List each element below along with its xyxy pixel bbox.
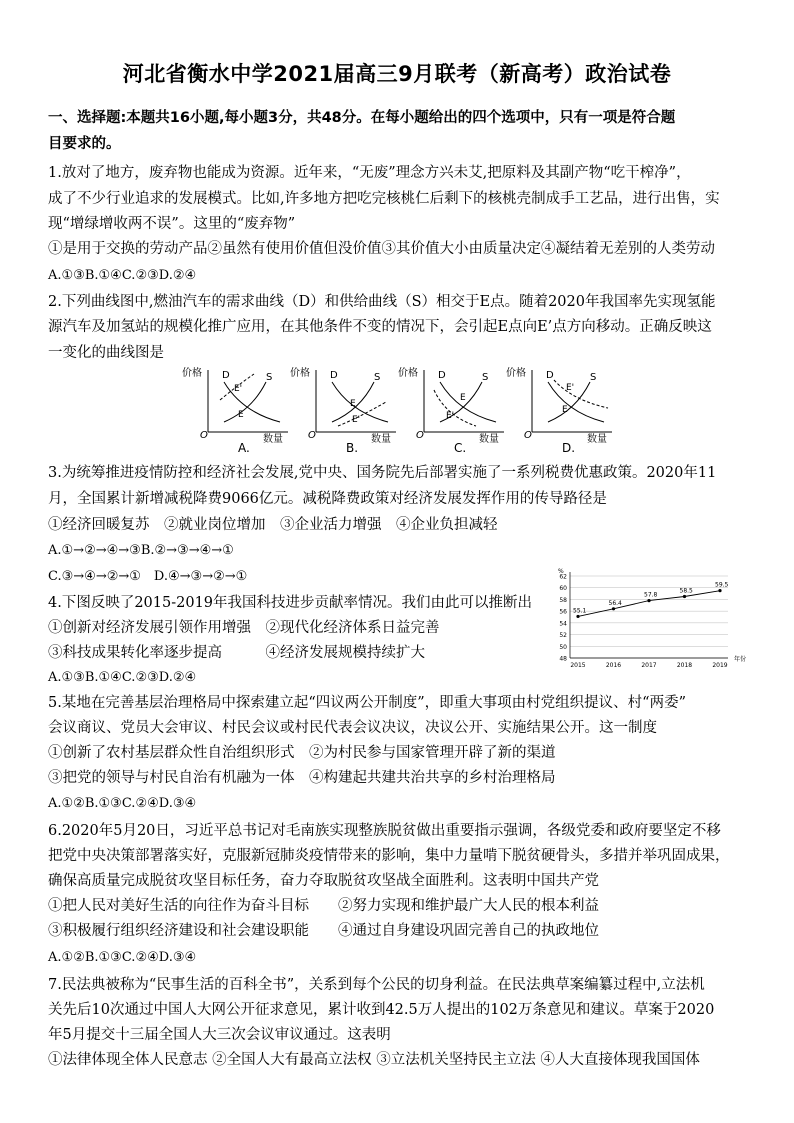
- page-title: 河北省衡水中学2021届高三9月联考（新高考）政治试卷: [122, 62, 672, 86]
- q6-line3: 确保高质量完成脱贫攻坚目标任务，奋力夺取脱贫攻坚战全面胜利。这表明中国共产党: [48, 873, 599, 889]
- graph-c: [398, 366, 504, 455]
- axis-label-qty: 数量: [479, 434, 499, 445]
- origin-label: O: [200, 430, 208, 441]
- y-tick-label: 62: [559, 573, 567, 581]
- x-tick-label: 2018: [676, 662, 693, 669]
- q4-statements-2: ③科技成果转化率逐步提高 ④经济发展规模持续扩大: [48, 645, 425, 661]
- q5-statements-1: ①创新了农村基层群众性自治组织形式 ②为村民参与国家管理开辟了新的渠道: [48, 745, 556, 761]
- data-label: 57.8: [644, 591, 658, 599]
- q6-line2: 把党中央决策部署落实好，克服新冠肺炎疫情带来的影响，集中力量啃下脱贫硬骨头，多措并举巩固成果，: [48, 848, 730, 864]
- q7-line1: 7.民法典被称为“民事生活的百科全书”，关系到每个公民的切身利益。在民法典草案编纂过程中,立法机: [48, 977, 705, 993]
- q1-statements: ①是用于交换的劳动产品②虽然有使用价值但没价值③其价值大小由质量决定④凝结着无差别的人类劳动: [48, 241, 715, 257]
- axis-label-price: 价格: [398, 368, 418, 379]
- y-tick-label: 52: [559, 632, 567, 640]
- e-prime-label: E': [446, 411, 455, 421]
- tech-contribution-chart: [548, 566, 754, 678]
- origin-label: O: [416, 430, 424, 441]
- q5-line1: 5.某地在完善基层治理格局中探索建立起“四议两公开制度”，即重大事项由村党组织提议、村“两委”: [48, 695, 686, 711]
- d-label: D: [438, 370, 446, 381]
- y-axis-unit: %: [558, 568, 564, 575]
- q4-options: A.①③B.①④C.②③D.②④: [48, 670, 197, 685]
- axis-label-qty: 数量: [371, 434, 391, 445]
- q6-options: A.①②B.①③C.②④D.③④: [48, 950, 197, 965]
- x-tick-label: 2019: [712, 662, 728, 669]
- axis-label-price: 价格: [506, 368, 526, 379]
- s-label: S: [482, 372, 489, 383]
- e-prime-label: E': [352, 415, 361, 425]
- e-prime-label: E': [566, 383, 575, 393]
- q4-line1: 4.下图反映了2015-2019年我国科技进步贡献率情况。我们由此可以推断出: [48, 595, 533, 611]
- y-tick-label: 50: [559, 643, 567, 651]
- q7-statements: ①法律体现全体人民意志 ②全国人大有最高立法权 ③立法机关坚持民主立法 ④人大直接体现我国国体: [48, 1052, 700, 1068]
- q6-statements-2: ③积极履行组织经济建设和社会建设职能 ④通过自身建设巩固完善自己的执政地位: [48, 923, 599, 939]
- data-point: [612, 607, 615, 610]
- section-heading-line1: 一、选择题:本题共16小题,每小题3分，共48分。在每小题给出的四个选项中，只有一项是符合题: [48, 110, 676, 126]
- graph-label-d: D.: [562, 441, 576, 455]
- e-label: E: [562, 405, 568, 415]
- graph-label-c: C.: [454, 441, 467, 455]
- origin-label: O: [524, 430, 532, 441]
- x-tick-label: 2016: [605, 662, 622, 669]
- q3-options-1: A.①→②→④→③B.②→③→④→①: [48, 543, 234, 558]
- q2-line1: 2.下列曲线图中,燃油汽车的需求曲线（D）和供给曲线（S）相交于E点。随着2020年我国率先实现氢能: [48, 294, 716, 310]
- graph-label-a: A.: [238, 441, 250, 455]
- q7-line2: 关先后10次通过中国人大网公开征求意见，累计收到42.5万人提出的102万条意见和建议。草案于2020: [48, 1002, 715, 1018]
- q5-line2: 会议商议、党员大会审议、村民会议或村民代表会议决议，决议公开、实施结果公开。这一制度: [48, 720, 657, 736]
- graph-a: [182, 366, 288, 455]
- x-tick-label: 2015: [570, 662, 586, 669]
- s-label: S: [590, 372, 597, 383]
- graph-b: [290, 366, 396, 455]
- axis-label-price: 价格: [290, 368, 310, 379]
- q3-options-2: C.③→④→②→① D.④→③→②→①: [48, 569, 248, 584]
- q6-line1: 6.2020年5月20日，习近平总书记对毛南族实现整族脱贫做出重要指示强调，各级党委和政府要坚定不移: [48, 823, 721, 839]
- y-tick-label: 60: [559, 585, 567, 593]
- supply-demand-graphs: [180, 360, 630, 460]
- q3-line2: 月，全国累计新增减税降费9066亿元。减税降费政策对经济发展发挥作用的传导路径是: [48, 491, 607, 507]
- q1-line3: 现“增绿增收两不误”。这里的“废弃物”: [48, 216, 296, 232]
- q4-statements-1: ①创新对经济发展引领作用增强 ②现代化经济体系日益完善: [48, 620, 440, 636]
- d-label: D: [546, 370, 554, 381]
- data-point: [718, 589, 721, 592]
- e-label: E: [460, 393, 466, 403]
- data-label: 59.5: [715, 581, 729, 589]
- x-tick-label: 2017: [641, 662, 657, 669]
- y-tick-label: 58: [559, 596, 567, 604]
- origin-label: O: [308, 430, 316, 441]
- q6-statements-1: ①把人民对美好生活的向往作为奋斗目标 ②努力实现和维护最广大人民的根本利益: [48, 898, 599, 914]
- data-point: [683, 595, 686, 598]
- graph-d: [506, 366, 612, 455]
- e-prime-label: E': [234, 384, 243, 394]
- axis-label-qty: 数量: [263, 434, 283, 445]
- q7-line3: 年5月提交十三届全国人大三次会议审议通过。这表明: [48, 1027, 391, 1043]
- d-label: D: [330, 370, 338, 381]
- x-axis-title: 年份: [734, 656, 747, 663]
- data-point: [647, 599, 650, 602]
- axis-label-qty: 数量: [587, 434, 607, 445]
- s-label: S: [266, 372, 273, 383]
- y-tick-label: 48: [559, 655, 567, 663]
- graph-label-b: B.: [346, 441, 359, 455]
- y-tick-label: 54: [559, 620, 567, 628]
- q5-options: A.①②B.①③C.②④D.③④: [48, 796, 197, 811]
- e-label: E: [350, 399, 356, 409]
- q2-line2: 源汽车及加氢站的规模化推广应用，在其他条件不变的情况下，会引起E点向E’点方向移动。正确反映这: [48, 319, 712, 335]
- q3-statements: ①经济回暖复苏 ②就业岗位增加 ③企业活力增强 ④企业负担减轻: [48, 517, 498, 533]
- section-heading-line2: 目要求的。: [48, 136, 121, 152]
- d-label: D: [222, 370, 230, 381]
- s-label: S: [374, 372, 381, 383]
- e-label: E: [238, 410, 244, 420]
- axis-label-price: 价格: [182, 368, 202, 379]
- data-label: 55.1: [573, 607, 587, 615]
- q1-options: A.①③B.①④C.②③D.②④: [48, 268, 197, 283]
- y-tick-label: 56: [559, 608, 567, 616]
- q1-line1: 1.放对了地方，废弃物也能成为资源。近年来，“无废”理念方兴未艾,把原料及其副产物“吃干榨净”，: [48, 165, 691, 181]
- data-label: 56.4: [608, 599, 622, 607]
- data-point: [576, 615, 579, 618]
- q3-line1: 3.为统筹推进疫情防控和经济社会发展,党中央、国务院先后部署实施了一系列税费优惠政策。2020年11: [48, 465, 717, 481]
- q5-statements-2: ③把党的领导与村民自治有机融为一体 ④构建起共建共治共享的乡村治理格局: [48, 770, 556, 786]
- q2-line3: 一变化的曲线图是: [48, 345, 164, 361]
- q1-line2: 成了不少行业追求的发展模式。比如,许多地方把吃完核桃仁后剩下的核桃壳制成手工艺品，进行出售，实: [48, 191, 720, 207]
- data-label: 58.5: [679, 587, 693, 595]
